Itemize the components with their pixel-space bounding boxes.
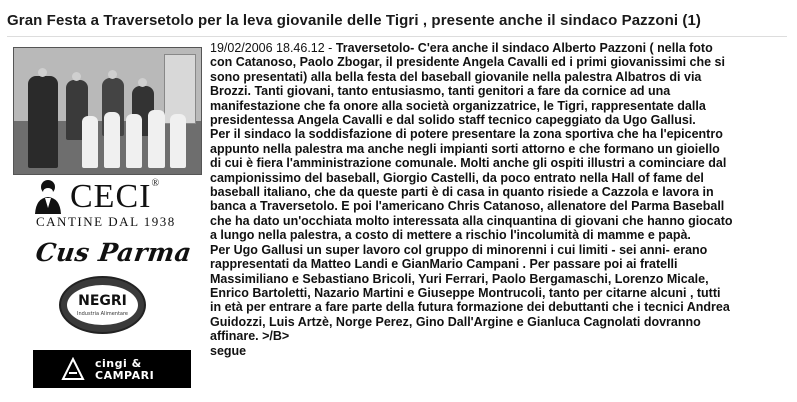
article-line: affinare. >/B> <box>210 329 290 344</box>
article-timestamp: 19/02/2006 18.46.12 - <box>210 41 333 55</box>
header-divider <box>7 36 787 37</box>
photo-child <box>104 112 120 168</box>
article-body <box>210 41 790 358</box>
photo-child <box>82 116 98 168</box>
photo-head <box>38 68 47 77</box>
article-line: che ha dato un'occhiata molto interessata alla cinquantina di giovani che hanno giocato <box>210 213 733 228</box>
photo-head <box>108 70 117 79</box>
article-line: con Catanoso, Paolo Zbogar, il presidente Angela Cavalli ed i primi giovanissimi che si <box>210 55 725 70</box>
article-line: campionissimo del baseball, Giorgio Castelli, da poco entrato nella Hall of fame del <box>210 170 704 185</box>
article-headline[interactable]: Gran Festa a Traversetolo per la leva giovanile delle Tigri , presente anche il sindaco Pazzoni (1) <box>7 12 702 29</box>
negri-logo[interactable] <box>59 276 146 334</box>
cus-parma-logo[interactable]: Cus Parma <box>33 238 194 267</box>
article-line: in età per entrare a fare parte della futura formazione dei debuttanti che i tecnici Andrea <box>210 300 730 315</box>
continue-link[interactable]: segue <box>210 343 247 358</box>
cingi-line-1: cingi & <box>95 357 142 370</box>
article-line: rappresentati da Matteo Landi e GianMario Campani . Per passare poi ai fratelli <box>210 257 678 272</box>
ceci-tagline: CANTINE DAL 1938 <box>36 214 176 229</box>
ceci-portrait-icon <box>32 178 64 214</box>
article-line: presidentessa Angela Cavalli e dal solido staff tecnico capeggiato da Ugo Gallusi. <box>210 113 696 128</box>
article-line: sono presentati) alla bella festa del baseball giovanile nella palestra Albatros di via <box>210 69 702 84</box>
article-line: a lungo nella palestra, a costo di mettere a rischio l'incolumità di mamme e papà. <box>210 228 691 243</box>
article-line: Brozzi. Tanti giovani, tanto entusiasmo, tanti genitori a fare da cornice ad una <box>210 84 671 99</box>
article-line: Guidozzi, Luis Artzè, Norge Perez, Gino Dall'Argine e Gianluca Cagnolati dovranno <box>210 314 701 329</box>
negri-wordmark: NEGRI <box>78 293 127 309</box>
article-line: Enrico Bartoletti, Nazario Martini e Giuseppe Montrucoli, tanto per citarne alcuni , tutti <box>210 285 721 300</box>
article-line: Per il sindaco la soddisfazione di potere presentare la zona sportiva che ha l'epicentro <box>210 127 723 142</box>
article-line <box>210 41 790 55</box>
article-line: baseball italiano, che da queste parti è di casa in quanto risiede a Cazzola e lavora in <box>210 185 714 200</box>
cingi-campari-logo[interactable] <box>33 350 191 388</box>
ceci-logo[interactable] <box>32 176 192 232</box>
photo-child <box>170 114 186 168</box>
article-line: banca a Traversetolo. E poi l'americano Chris Catanoso, allenatore del Parma Baseball <box>210 199 725 214</box>
ceci-wordmark: CECI® <box>70 178 161 215</box>
article-photo <box>13 47 202 175</box>
registered-mark: ® <box>151 178 161 189</box>
article-line: appunto nella palestra ma anche negli impianti sorti attorno e che formano un gioiello <box>210 141 720 156</box>
cingi-mark-icon <box>61 357 85 381</box>
article-line: Per Ugo Gallusi un super lavoro col gruppo di minorenni i cui limiti - sei anni- erano <box>210 242 708 257</box>
article-line: Massimiliano e Sebastiano Bricoli, Yuri Ferrari, Paolo Bergamaschi, Lorenzo Micale, <box>210 271 709 286</box>
cingi-line-2: CAMPARI <box>95 369 155 382</box>
article-line: di cui è fiera l'amministrazione comunale. Molti anche gli ospiti illustri a cominciare dal <box>210 156 727 171</box>
photo-head <box>138 78 147 87</box>
photo-head <box>72 72 81 81</box>
negri-logo-inner <box>67 285 138 325</box>
article-line: manifestazione che fa onore alla società organizzatrice, le Tigri, rappresentate dalla <box>210 98 706 113</box>
article-text: Traversetolo- C'era anche il sindaco Alberto Pazzoni ( nella foto <box>335 41 713 55</box>
photo-child <box>148 110 165 168</box>
negri-subtitle: Industria Alimentare <box>76 311 128 317</box>
photo-child <box>126 114 142 168</box>
photo-adult <box>28 76 58 168</box>
